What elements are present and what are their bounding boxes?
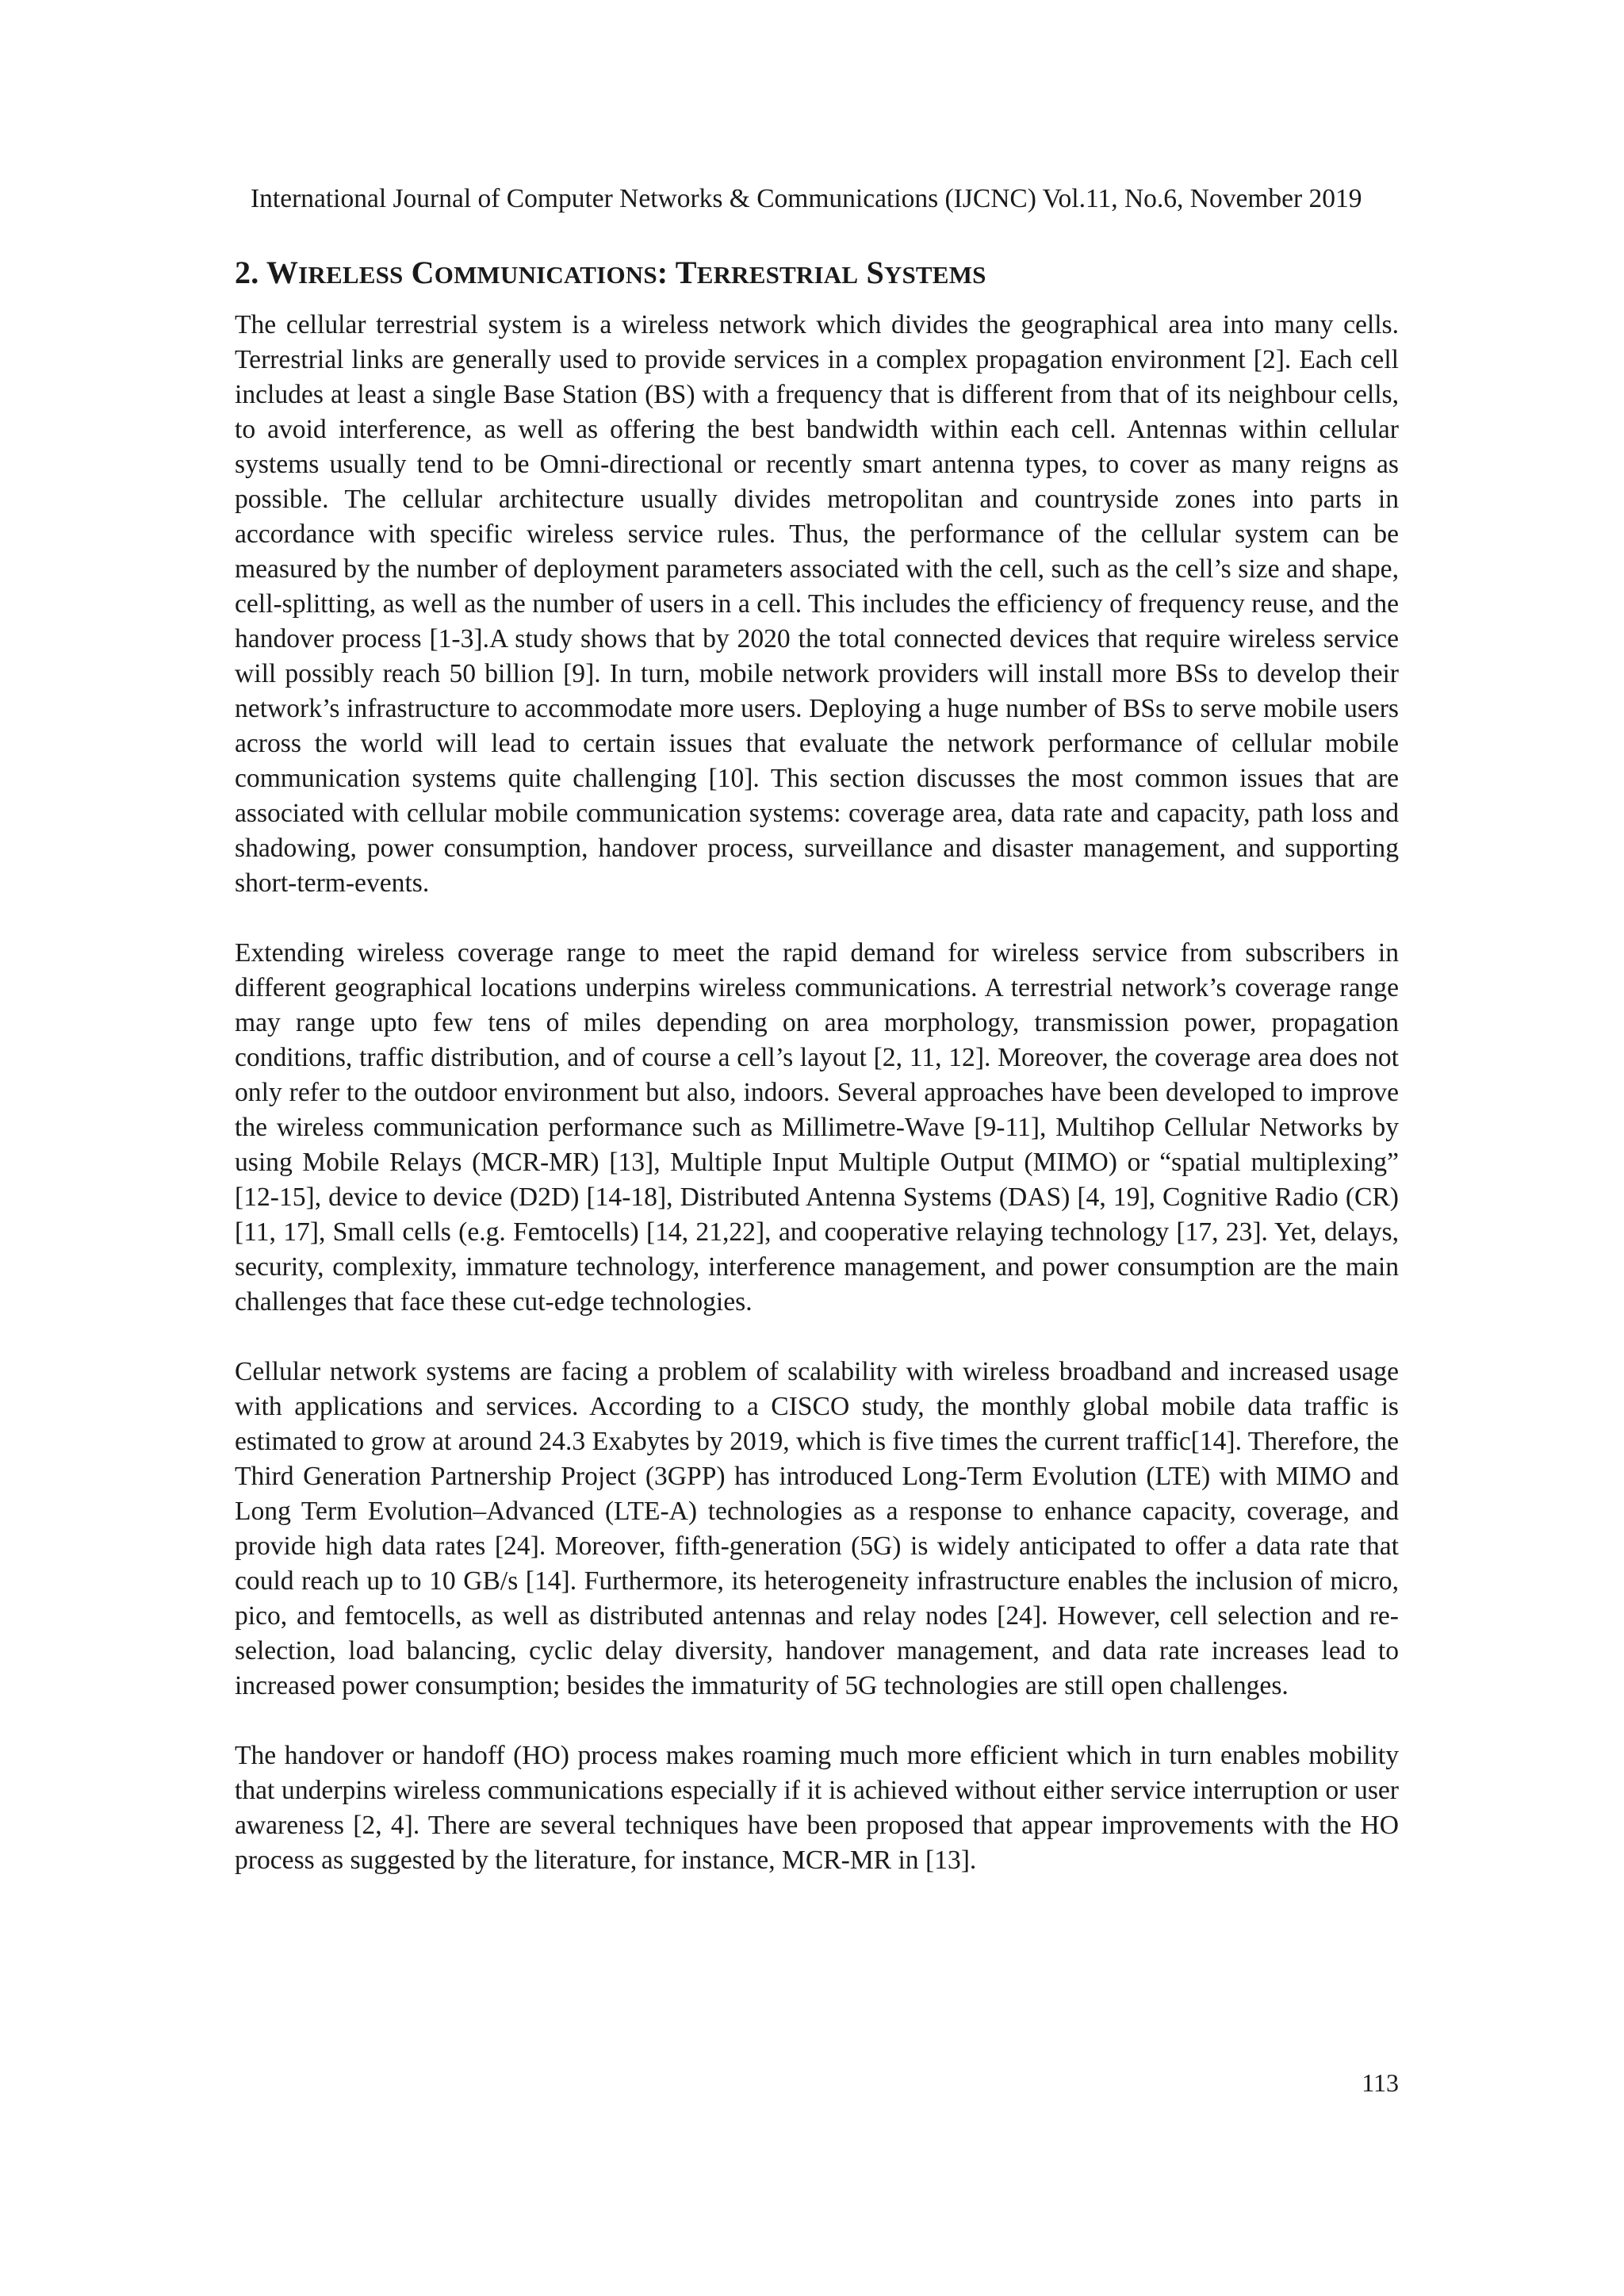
section-heading: 2. WIRELESS COMMUNICATIONS: TERRESTRIAL SYSTEMS	[235, 255, 986, 290]
heading-word-systems: SYSTEMS	[866, 255, 986, 290]
paragraph-cellular-systems: The cellular terrestrial system is a wireless network which divides the geographical area into many cells. Terrestrial links are generally used to provide services in a complex propagation environment [2]. Each cell includes at least a single Base Station (BS) with a frequency that is different from that of its neighbour cells, to avoid interference, as well as offering the best bandwidth within each cell. Antennas within cellular systems usually tend to be Omni-directional or recently smart antenna types, to cover as many reigns as possible. The cellular architecture usually divides metropolitan and countryside zones into parts in accordance with specific wireless service rules. Thus, the performance of the cellular system can be measured by the number of deployment parameters associated with the cell, such as the cell’s size and shape, cell-splitting, as well as the number of users in a cell. This includes the efficiency of frequency reuse, and the handover process [1-3].A study shows that by 2020 the total connected devices that require wireless service will possibly reach 50 billion [9]. In turn, mobile network providers will install more BSs to develop their network’s infrastructure to accommodate more users. Deploying a huge number of BSs to serve mobile users across the world will lead to certain issues that evaluate the network performance of cellular mobile communication systems quite challenging [10]. This section discusses the most common issues that are associated with cellular mobile communication systems: coverage area, data rate and capacity, path loss and shadowing, power consumption, handover process, surveillance and disaster management, and supporting short-term-events.	[235, 310, 1399, 898]
page-number: 113	[1362, 2068, 1399, 2097]
paragraph-coverage-range: Extending wireless coverage range to meet the rapid demand for wireless service from subscribers in different geographical locations underpins wireless communications. A terrestrial network’s coverage range may range upto few tens of miles depending on area morphology, transmission power, propagation conditions, traffic distribution, and of course a cell’s layout [2, 11, 12]. Moreover, the coverage area does not only refer to the outdoor environment but also, indoors. Several approaches have been developed to improve the wireless communication performance such as Millimetre-Wave [9-11], Multihop Cellular Networks by using Mobile Relays (MCR-MR) [13], Multiple Input Multiple Output (MIMO) or “spatial multiplexing” [12-15], device to device (D2D) [14-18], Distributed Antenna Systems (DAS) [4, 19], Cognitive Radio (CR) [11, 17], Small cells (e.g. Femtocells) [14, 21,22], and cooperative relaying technology [17, 23]. Yet, delays, security, complexity, immature technology, interference management, and power consumption are the main challenges that face these cut-edge technologies.	[235, 938, 1399, 1317]
running-header: International Journal of Computer Networks & Communications (IJCNC) Vol.11, No.6, November 2019	[251, 184, 1362, 213]
paragraph-handover: The handover or handoff (HO) process makes roaming much more efficient which in turn enables mobility that underpins wireless communications especially if it is achieved without either service interruption or user awareness [2, 4]. There are several techniques have been proposed that appear improvements with the HO process as suggested by the literature, for instance, MCR-MR in [13].	[235, 1741, 1399, 1875]
heading-word-terrestrial: TERRESTRIAL	[675, 255, 859, 290]
heading-word-communications: COMMUNICATIONS	[411, 255, 657, 290]
paragraph-scalability: Cellular network systems are facing a problem of scalability with wireless broadband and increased usage with applications and services. According to a CISCO study, the monthly global mobile data traffic is estimated to grow at around 24.3 Exabytes by 2019, which is five times the current traffic[14]. Therefore, the Third Generation Partnership Project (3GPP) has introduced Long-Term Evolution (LTE) with MIMO and Long Term Evolution–Advanced (LTE-A) technologies as a response to enhance capacity, coverage, and provide high data rates [24]. Moreover, fifth-generation (5G) is widely anticipated to offer a data rate that could reach up to 10 GB/s [14]. Furthermore, its heterogeneity infrastructure enables the inclusion of micro, pico, and femtocells, as well as distributed antennas and relay nodes [24]. However, cell selection and re-selection, load balancing, cyclic delay diversity, handover management, and data rate increases lead to increased power consumption; besides the immaturity of 5G technologies are still open challenges.	[235, 1357, 1399, 1700]
heading-word-wireless: WIRELESS	[266, 255, 404, 290]
section-body	[235, 308, 1399, 1878]
section-number: 2.	[235, 255, 259, 290]
